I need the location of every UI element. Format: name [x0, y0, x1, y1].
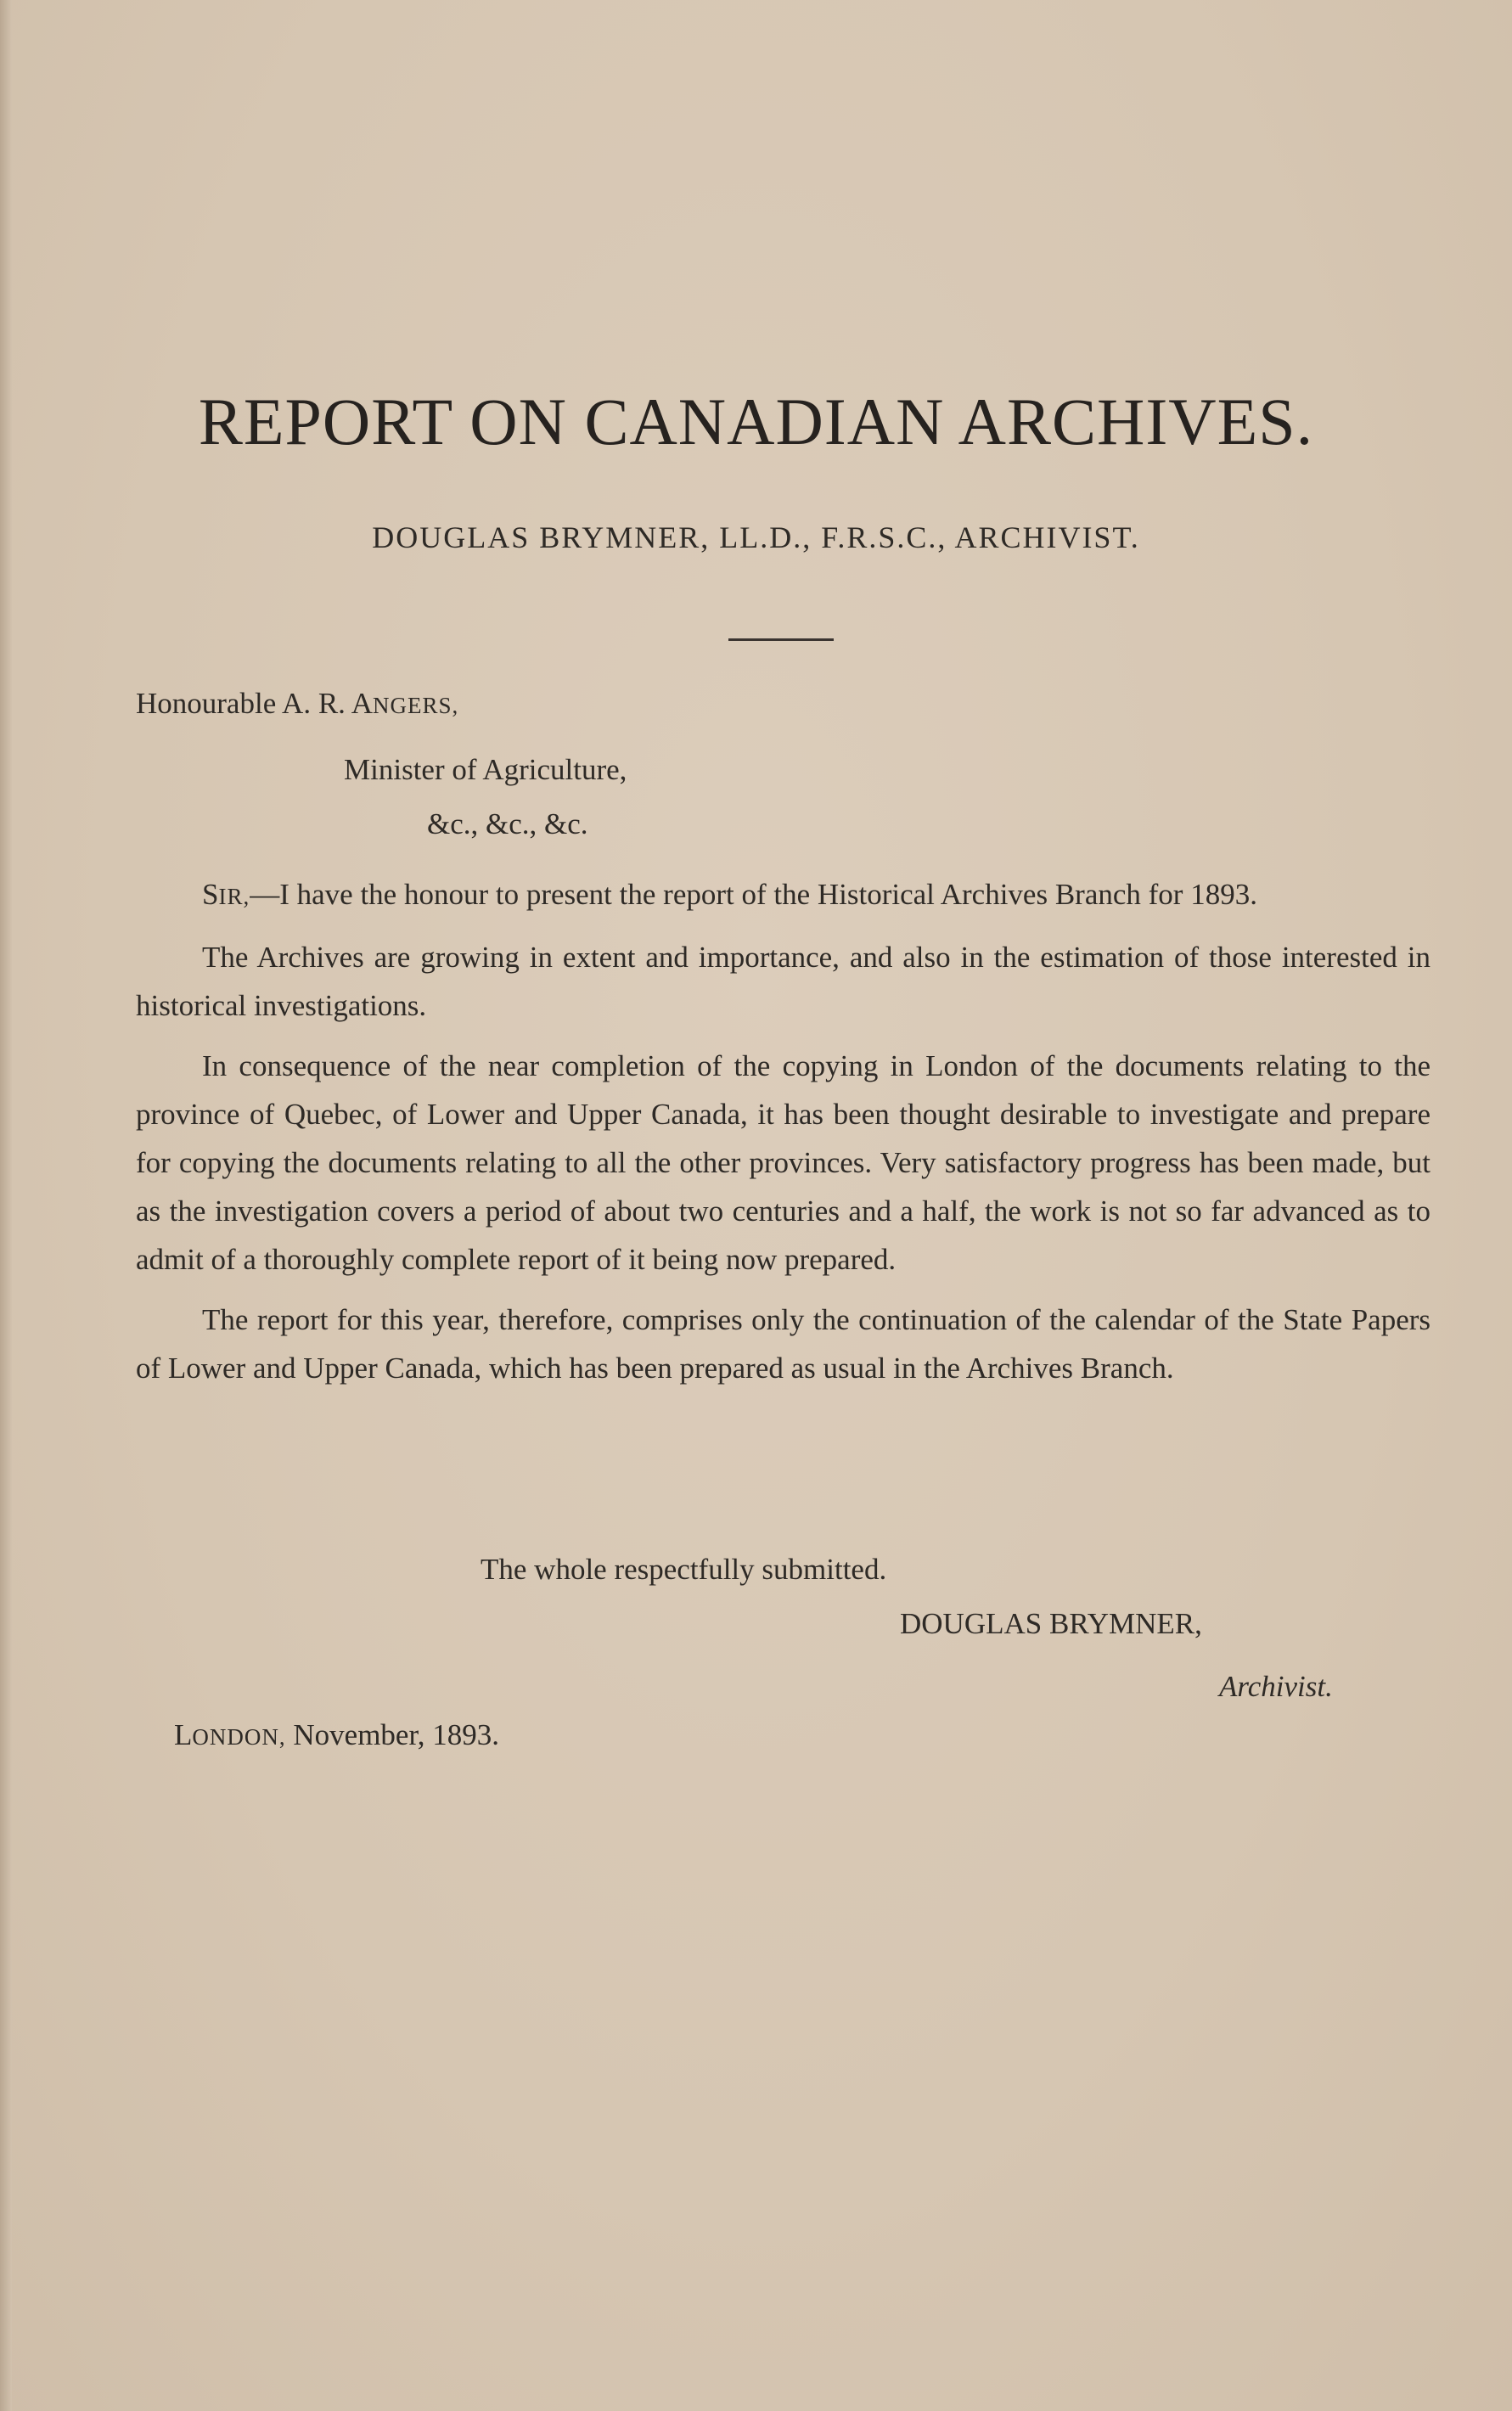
addressee-honorific: Honourable A. R. — [136, 687, 351, 720]
addressee-title: Minister of Agriculture, — [344, 753, 627, 786]
signature-title: Archivist. — [1219, 1670, 1333, 1703]
dateline — [174, 1711, 499, 1762]
dateline-place-initial: L — [174, 1718, 193, 1751]
addressee-name-initial: A — [351, 687, 374, 720]
closing-line: The whole respectfully submitted. — [481, 1553, 887, 1586]
salutation-initial: S — [202, 878, 219, 911]
salutation-paragraph — [136, 870, 1430, 921]
body-paragraph: The report for this year, therefore, comprises only the continuation of the calendar of the State Papers of Lower and Upper Canada, which has been prepared as usual in the Archives Branch. — [136, 1303, 1430, 1385]
addressee-name-rest: NGERS, — [373, 693, 459, 718]
signature-name: DOUGLAS BRYMNER, — [900, 1607, 1202, 1640]
report-title: REPORT ON CANADIAN ARCHIVES. — [198, 385, 1314, 458]
dateline-place-rest: ONDON, — [192, 1724, 286, 1750]
letter-body — [136, 870, 1430, 1404]
body-paragraph: In consequence of the near completion of the copying in London of the documents relating to the province of Quebec, of Lower and Upper Canada, it has been thought desirable to investigate and prepare for copying the documents relating to all the other provinces. Very satisfactory progress has been made, but as the investigation covers a period of about two centuries and a half, the work is not so far advanced as to admit of a thoroughly complete report of it being now prepared. — [136, 1049, 1430, 1276]
title-divider — [728, 638, 834, 641]
body-paragraph: The Archives are growing in extent and importance, and also in the estimation of those interested in historical investigations. — [136, 941, 1430, 1022]
salutation-rest: IR, — [218, 884, 250, 909]
dateline-date: November, 1893. — [285, 1718, 499, 1751]
addressee-line — [136, 679, 458, 730]
author-line: DOUGLAS BRYMNER, LL.D., F.R.S.C., ARCHIVIST. — [372, 520, 1140, 554]
salutation-text: —I have the honour to present the report of the Historical Archives Branch for 1893. — [250, 878, 1257, 911]
page-binding-edge — [0, 0, 12, 2411]
addressee-etc: &c., &c., &c. — [427, 807, 588, 840]
